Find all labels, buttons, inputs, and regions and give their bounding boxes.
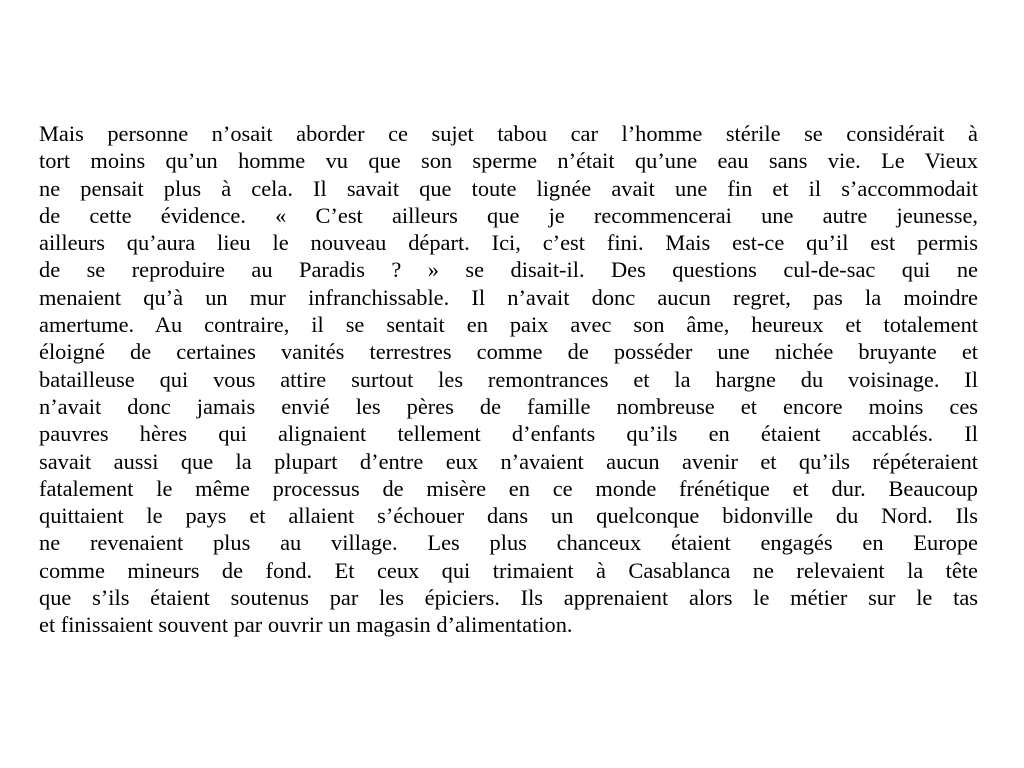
paragraph-line-17: comme mineurs de fond. Et ceux qui trimaient à Casablanca ne relevaient la tête [39,557,978,583]
paragraph-line-9: éloigné de certaines vanités terrestres comme de posséder une nichée bruyante et [39,339,978,365]
paragraph-line-15: quittaient le pays et allaient s’échouer dans un quelconque bidonville du Nord. Ils [39,503,978,529]
paragraph-line-10: batailleuse qui vous attire surtout les remontrances et la hargne du voisinage. Il [39,366,978,392]
paragraph-line-4: de cette évidence. « C’est ailleurs que je recommencerai une autre jeunesse, [39,202,978,228]
body-paragraph [39,120,978,639]
paragraph-line-12: pauvres hères qui alignaient tellement d’enfants qu’ils en étaient accablés. Il [39,421,978,447]
paragraph-line-2: tort moins qu’un homme vu que son sperme n’était qu’une eau sans vie. Le Vieux [39,148,978,174]
paragraph-line-5: ailleurs qu’aura lieu le nouveau départ. Ici, c’est fini. Mais est-ce qu’il est permis [39,230,978,256]
paragraph-line-19: et finissaient souvent par ouvrir un magasin d’alimentation. [39,612,573,638]
paragraph-line-11: n’avait donc jamais envié les pères de famille nombreuse et encore moins ces [39,393,978,419]
paragraph-line-6: de se reproduire au Paradis ? » se disait-il. Des questions cul-de-sac qui ne [39,257,978,283]
paragraph-line-7: menaient qu’à un mur infranchissable. Il n’avait donc aucun regret, pas la moindre [39,284,978,310]
paragraph-line-18: que s’ils étaient soutenus par les épiciers. Ils apprenaient alors le métier sur le tas [39,585,978,611]
paragraph-line-1: Mais personne n’osait aborder ce sujet tabou car l’homme stérile se considérait à [39,121,978,146]
paragraph-line-3: ne pensait plus à cela. Il savait que toute lignée avait une fin et il s’accommodait [39,175,978,201]
paragraph-line-16: ne revenaient plus au village. Les plus chanceux étaient engagés en Europe [39,530,978,556]
paragraph-line-13: savait aussi que la plupart d’entre eux n’avaient aucun avenir et qu’ils répéteraient [39,448,978,474]
paragraph-line-8: amertume. Au contraire, il se sentait en paix avec son âme, heureux et totalement [39,312,978,338]
paragraph-line-14: fatalement le même processus de misère en ce monde frénétique et dur. Beaucoup [39,475,978,501]
